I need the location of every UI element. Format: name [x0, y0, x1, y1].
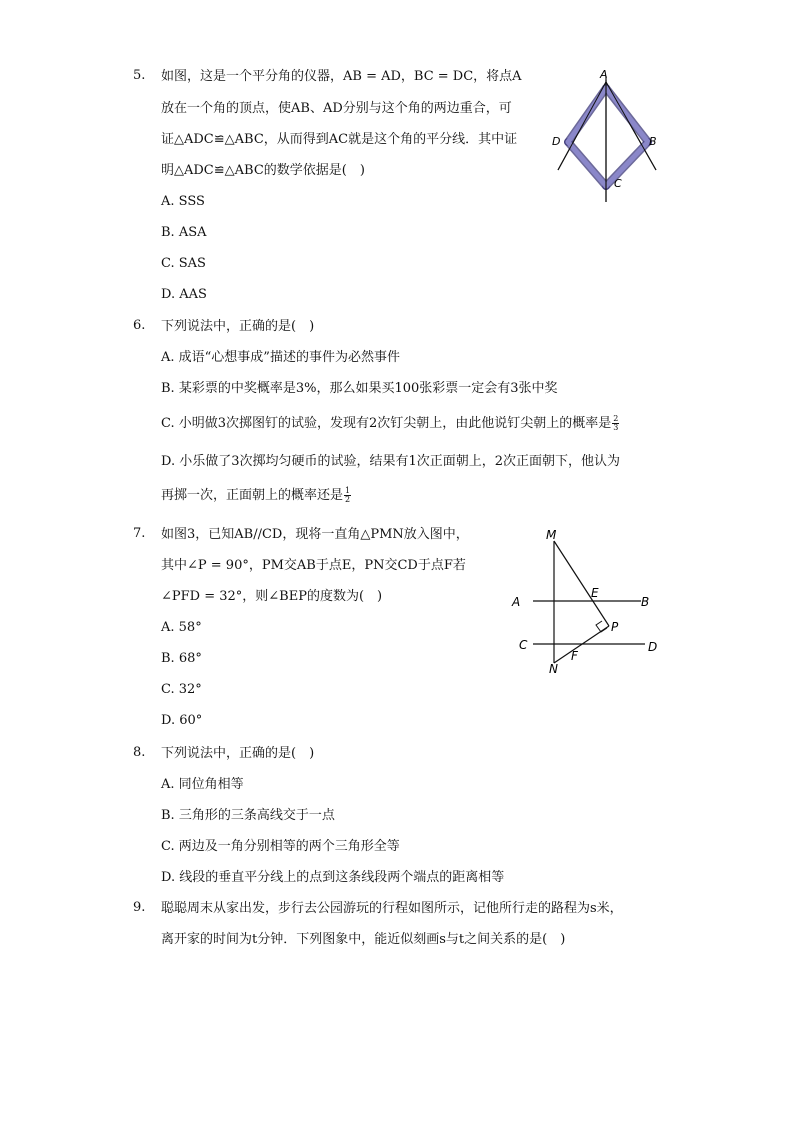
label-f: F	[571, 649, 578, 663]
question-text-line: 其中∠P = 90°，PM交AB于点E，PN交CD于点F若	[161, 558, 466, 573]
label-c: C	[614, 177, 622, 190]
option-c: C. 32°	[161, 682, 202, 697]
option-a: A. SSS	[161, 194, 205, 209]
label-e: E	[591, 586, 599, 600]
question-text-line: 下列说法中，正确的是( )	[161, 319, 315, 334]
fraction-one-half: $\frac{1}{2}$	[345, 486, 351, 504]
option-d-continuation: 再掷一次，正面朝上的概率还是 $\frac{1}{2}$	[161, 486, 351, 504]
label-d: D	[552, 135, 561, 148]
label-m: M	[546, 528, 557, 542]
question-text-line: 放在一个角的顶点，使AB、AD分别与这个角的两边重合，可	[161, 101, 512, 116]
label-d: D	[648, 640, 658, 654]
question-text-line: 如图，这是一个平分角的仪器，AB = AD，BC = DC，将点A	[161, 69, 522, 84]
option-b: B. ASA	[161, 225, 207, 240]
option-d: D. 线段的垂直平分线上的点到这条线段两个端点的距离相等	[161, 870, 505, 885]
question-number: 8.	[133, 745, 146, 760]
option-b: B. 三角形的三条高线交于一点	[161, 808, 335, 823]
question-number: 7.	[133, 526, 146, 541]
question-text-line: 下列说法中，正确的是( )	[161, 746, 315, 761]
question-text-line: 明△ADC≌△ABC的数学依据是( )	[161, 163, 365, 178]
question-text-line: 聪聪周末从家出发，步行去公园游玩的行程如图所示，记他所行走的路程为s米，	[161, 901, 623, 916]
option-c: C. SAS	[161, 256, 206, 271]
option-b: B. 某彩票的中奖概率是3%，那么如果买100张彩票一定会有3张中奖	[161, 381, 558, 396]
label-a: A	[512, 595, 521, 609]
question-text-line: 如图3，已知AB//CD，现将一直角△PMN放入图中，	[161, 527, 469, 542]
option-b: B. 68°	[161, 651, 202, 666]
label-c: C	[519, 638, 528, 652]
option-c: C. 两边及一角分别相等的两个三角形全等	[161, 839, 400, 854]
option-c	[161, 415, 619, 433]
angle-bisector-instrument-figure	[548, 66, 663, 206]
segment-mp	[554, 541, 609, 626]
question-text-line: 离开家的时间为t分钟．下列图象中，能近似刻画s与t之间关系的是( )	[161, 932, 566, 947]
question-number: 9.	[133, 900, 146, 915]
option-d: D. 小乐做了3次掷均匀硬币的试验，结果有1次正面朝上，2次正面朝下，他认为	[161, 454, 621, 469]
question-text-line: ∠PFD = 32°，则∠BEP的度数为( )	[161, 589, 383, 604]
label-p: P	[611, 620, 619, 634]
parallel-lines-triangle-figure	[505, 525, 665, 680]
option-a: A. 58°	[161, 620, 202, 635]
question-number: 6.	[133, 318, 146, 333]
label-a: A	[600, 68, 608, 81]
option-a: A. 同位角相等	[161, 777, 244, 792]
option-a: A. 成语“心想事成”描述的事件为必然事件	[161, 350, 400, 365]
label-b: B	[649, 135, 657, 148]
question-number: 5.	[133, 68, 146, 83]
label-b: B	[641, 595, 650, 609]
question-text-line: 证△ADC≌△ABC，从而得到AC就是这个角的平分线．其中证	[161, 132, 518, 147]
option-c-text: C. 小明做3次掷图钉的试验，发现有2次钉尖朝上，由此他说钉尖朝上的概率是	[161, 416, 612, 431]
label-n: N	[549, 662, 558, 676]
option-d: D. AAS	[161, 287, 207, 302]
fraction-two-thirds: $\frac{2}{3}$	[613, 414, 619, 432]
option-d: D. 60°	[161, 713, 203, 728]
